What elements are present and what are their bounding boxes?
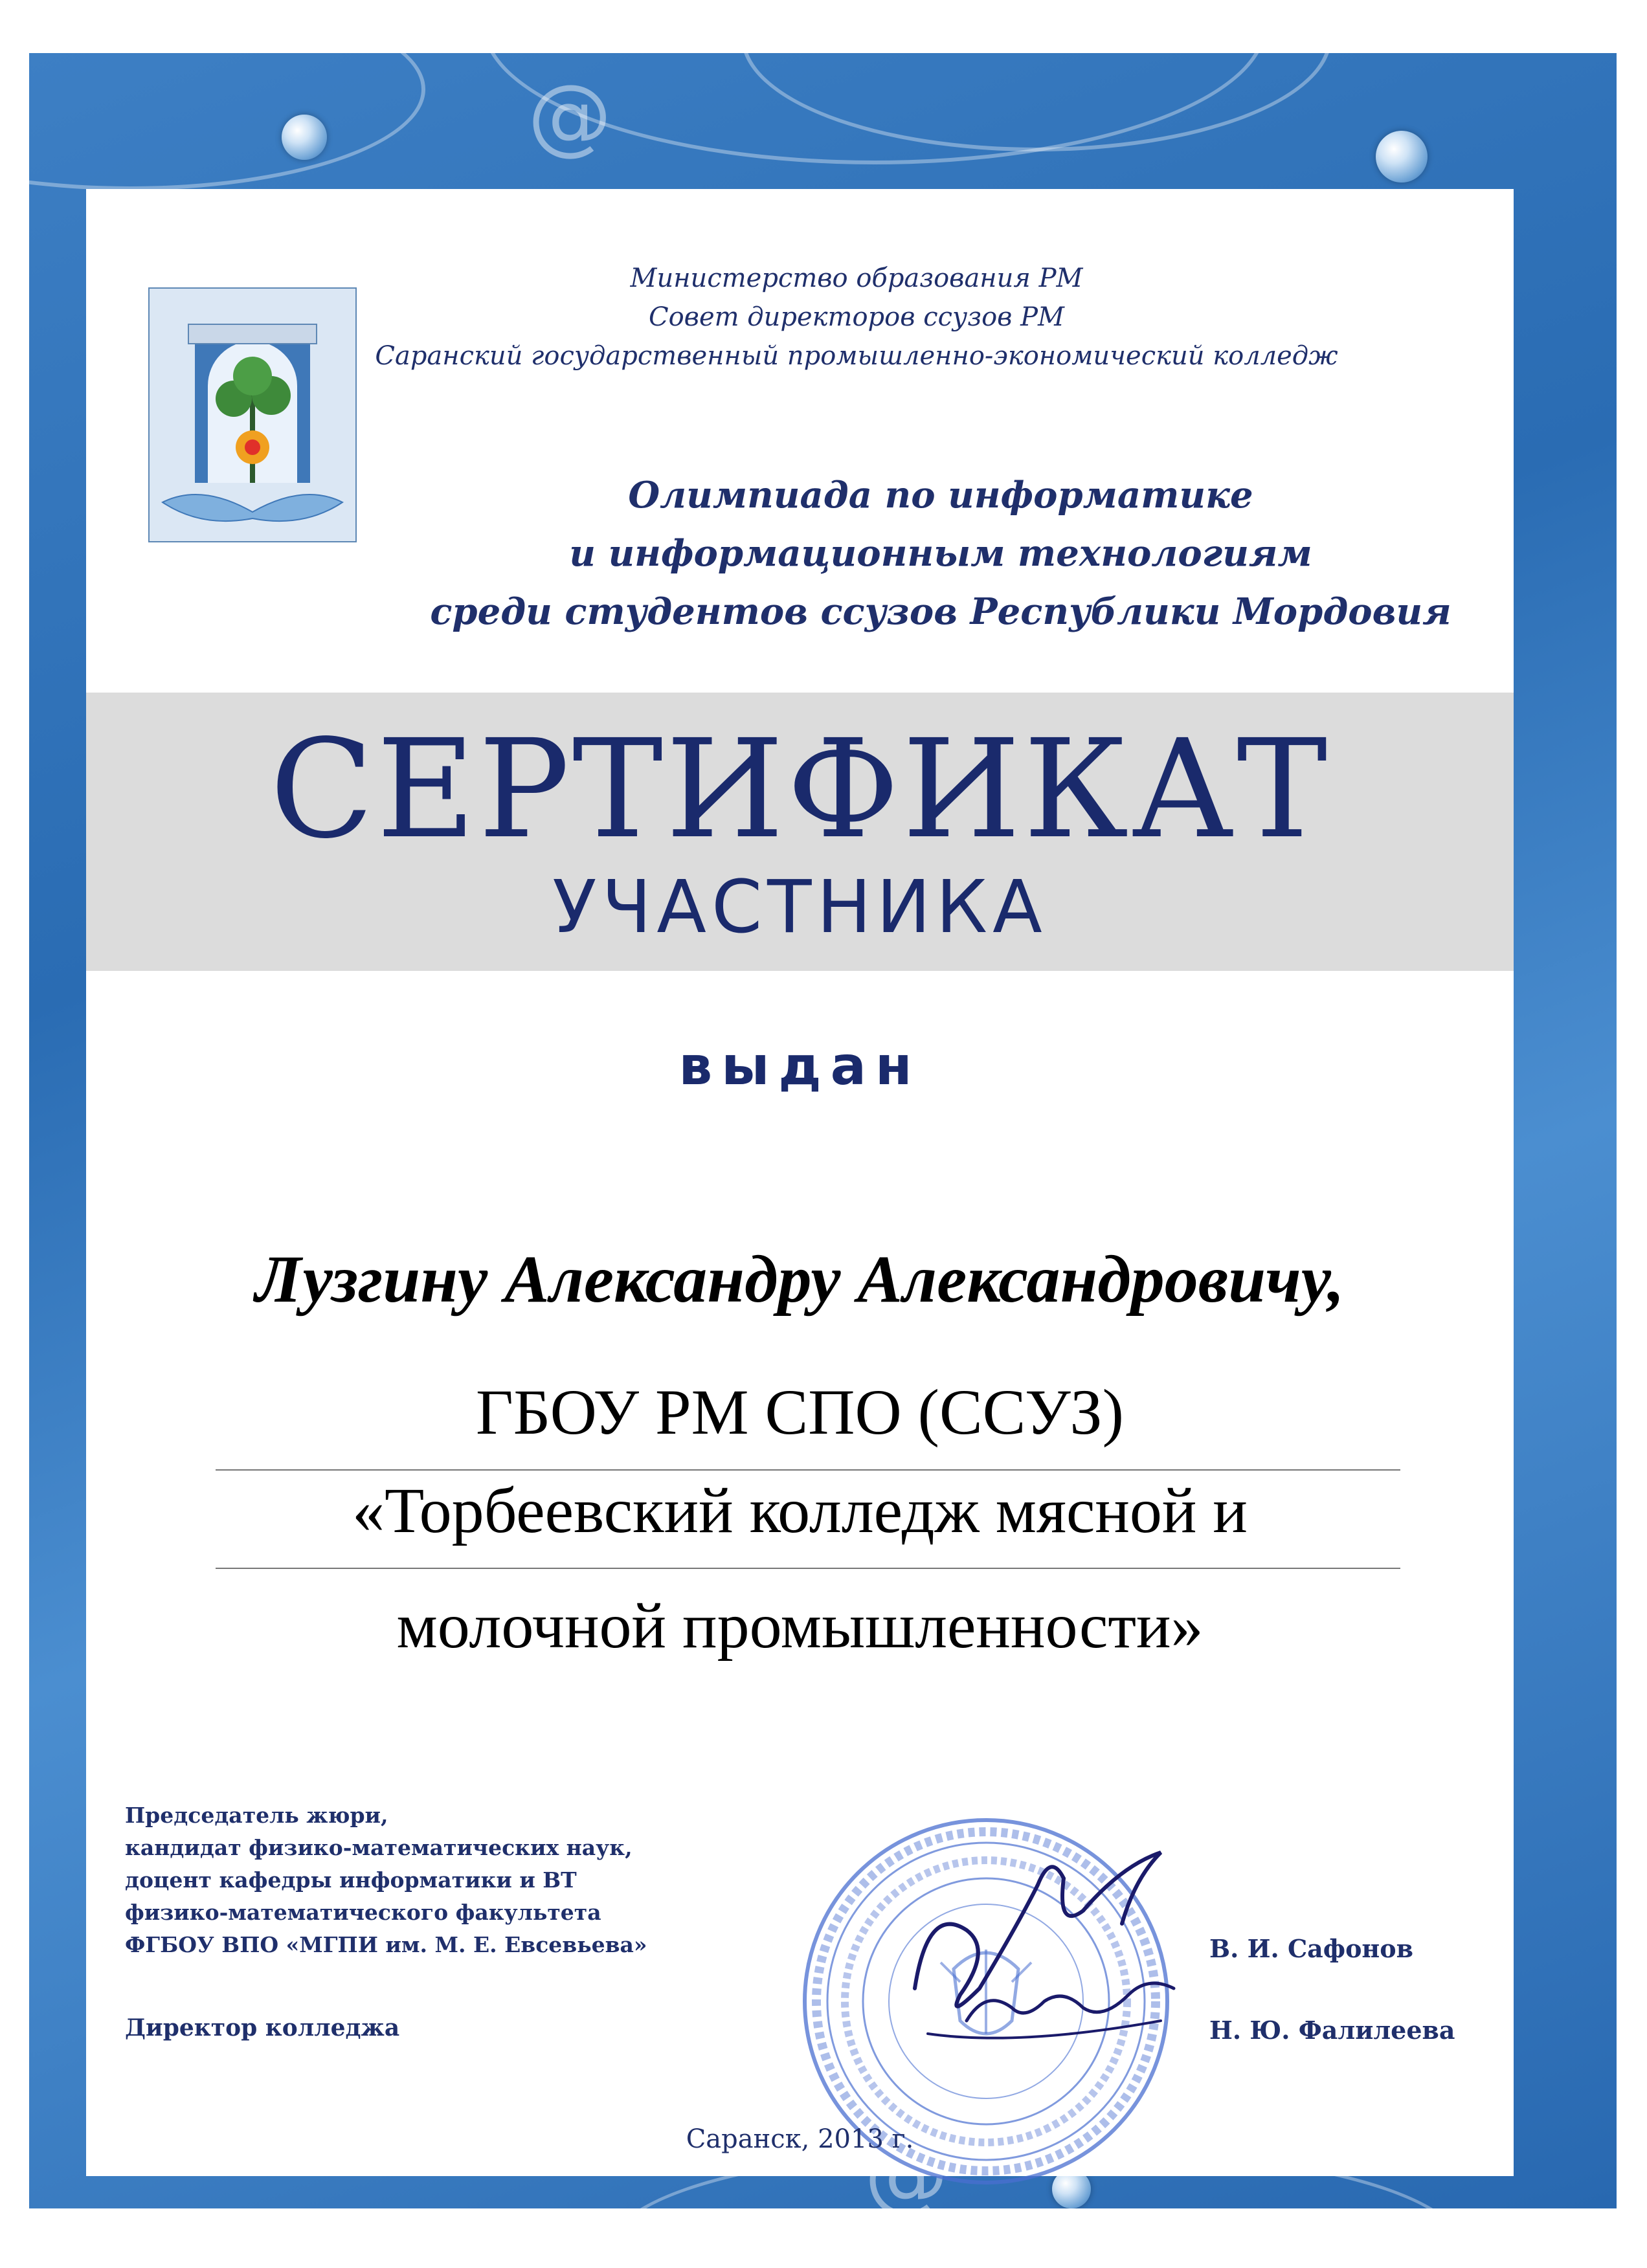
jury-line-3: доцент кафедры информатики и ВТ	[125, 1867, 577, 1893]
college-emblem-logo	[148, 287, 357, 542]
recipient-name: Лузгину Александру Александровичу,	[255, 1242, 1345, 1317]
jury-chair-credentials	[125, 1799, 824, 1961]
jury-line-2: кандидат физико-математических наук,	[125, 1835, 633, 1860]
certificate-title: СЕРТИФИКАТ	[269, 710, 1330, 869]
olympiad-line-3: среди студентов ссузов Республики Мордовия	[430, 590, 1451, 633]
underline-rule	[216, 1568, 1400, 1569]
certificate-frame	[29, 53, 1617, 2208]
jury-line-1: Председатель жюри,	[125, 1803, 388, 1828]
jury-line-5: ФГБОУ ВПО «МГПИ им. М. Е. Евсевьева»	[125, 1932, 647, 1957]
college-line: Саранский государственный промышленно-экономический колледж	[375, 341, 1338, 371]
jury-line-4: физико-математического факультета	[125, 1900, 601, 1925]
director-signatory: Н. Ю. Фалилеева	[1209, 2016, 1455, 2045]
frame-bubble-decoration	[282, 115, 327, 160]
underline-rule	[216, 1469, 1400, 1471]
olympiad-title	[371, 466, 1510, 641]
frame-bubble-decoration	[1376, 131, 1428, 183]
recipient-org-line-3: молочной промышленности»	[396, 1590, 1204, 1662]
certificate-subtitle: УЧАСТНИКА	[552, 865, 1048, 950]
director-label: Директор колледжа	[125, 2014, 400, 2041]
olympiad-line-2: и информационным технологиям	[569, 532, 1312, 575]
recipient-org-line-1: ГБОУ РМ СПО (ССУЗ)	[476, 1376, 1124, 1448]
handwritten-signature	[889, 1827, 1200, 2060]
issuing-organizations	[371, 259, 1342, 375]
issued-label: выдан	[678, 1036, 921, 1097]
olympiad-line-1: Олимпиада по информатике	[628, 474, 1253, 517]
council-line: Совет директоров ссузов РМ	[648, 302, 1065, 332]
place-and-year: Саранск, 2013 г.	[686, 2124, 914, 2154]
certificate-panel	[86, 189, 1514, 2176]
ministry-line: Министерство образования РМ	[630, 263, 1083, 293]
jury-chair-signatory: В. И. Сафонов	[1209, 1934, 1413, 1963]
frame-swirl-decoration	[29, 53, 425, 190]
at-sign-icon: @	[528, 66, 612, 164]
recipient-org-line-2: «Торбеевский колледж мясной и	[352, 1474, 1248, 1546]
